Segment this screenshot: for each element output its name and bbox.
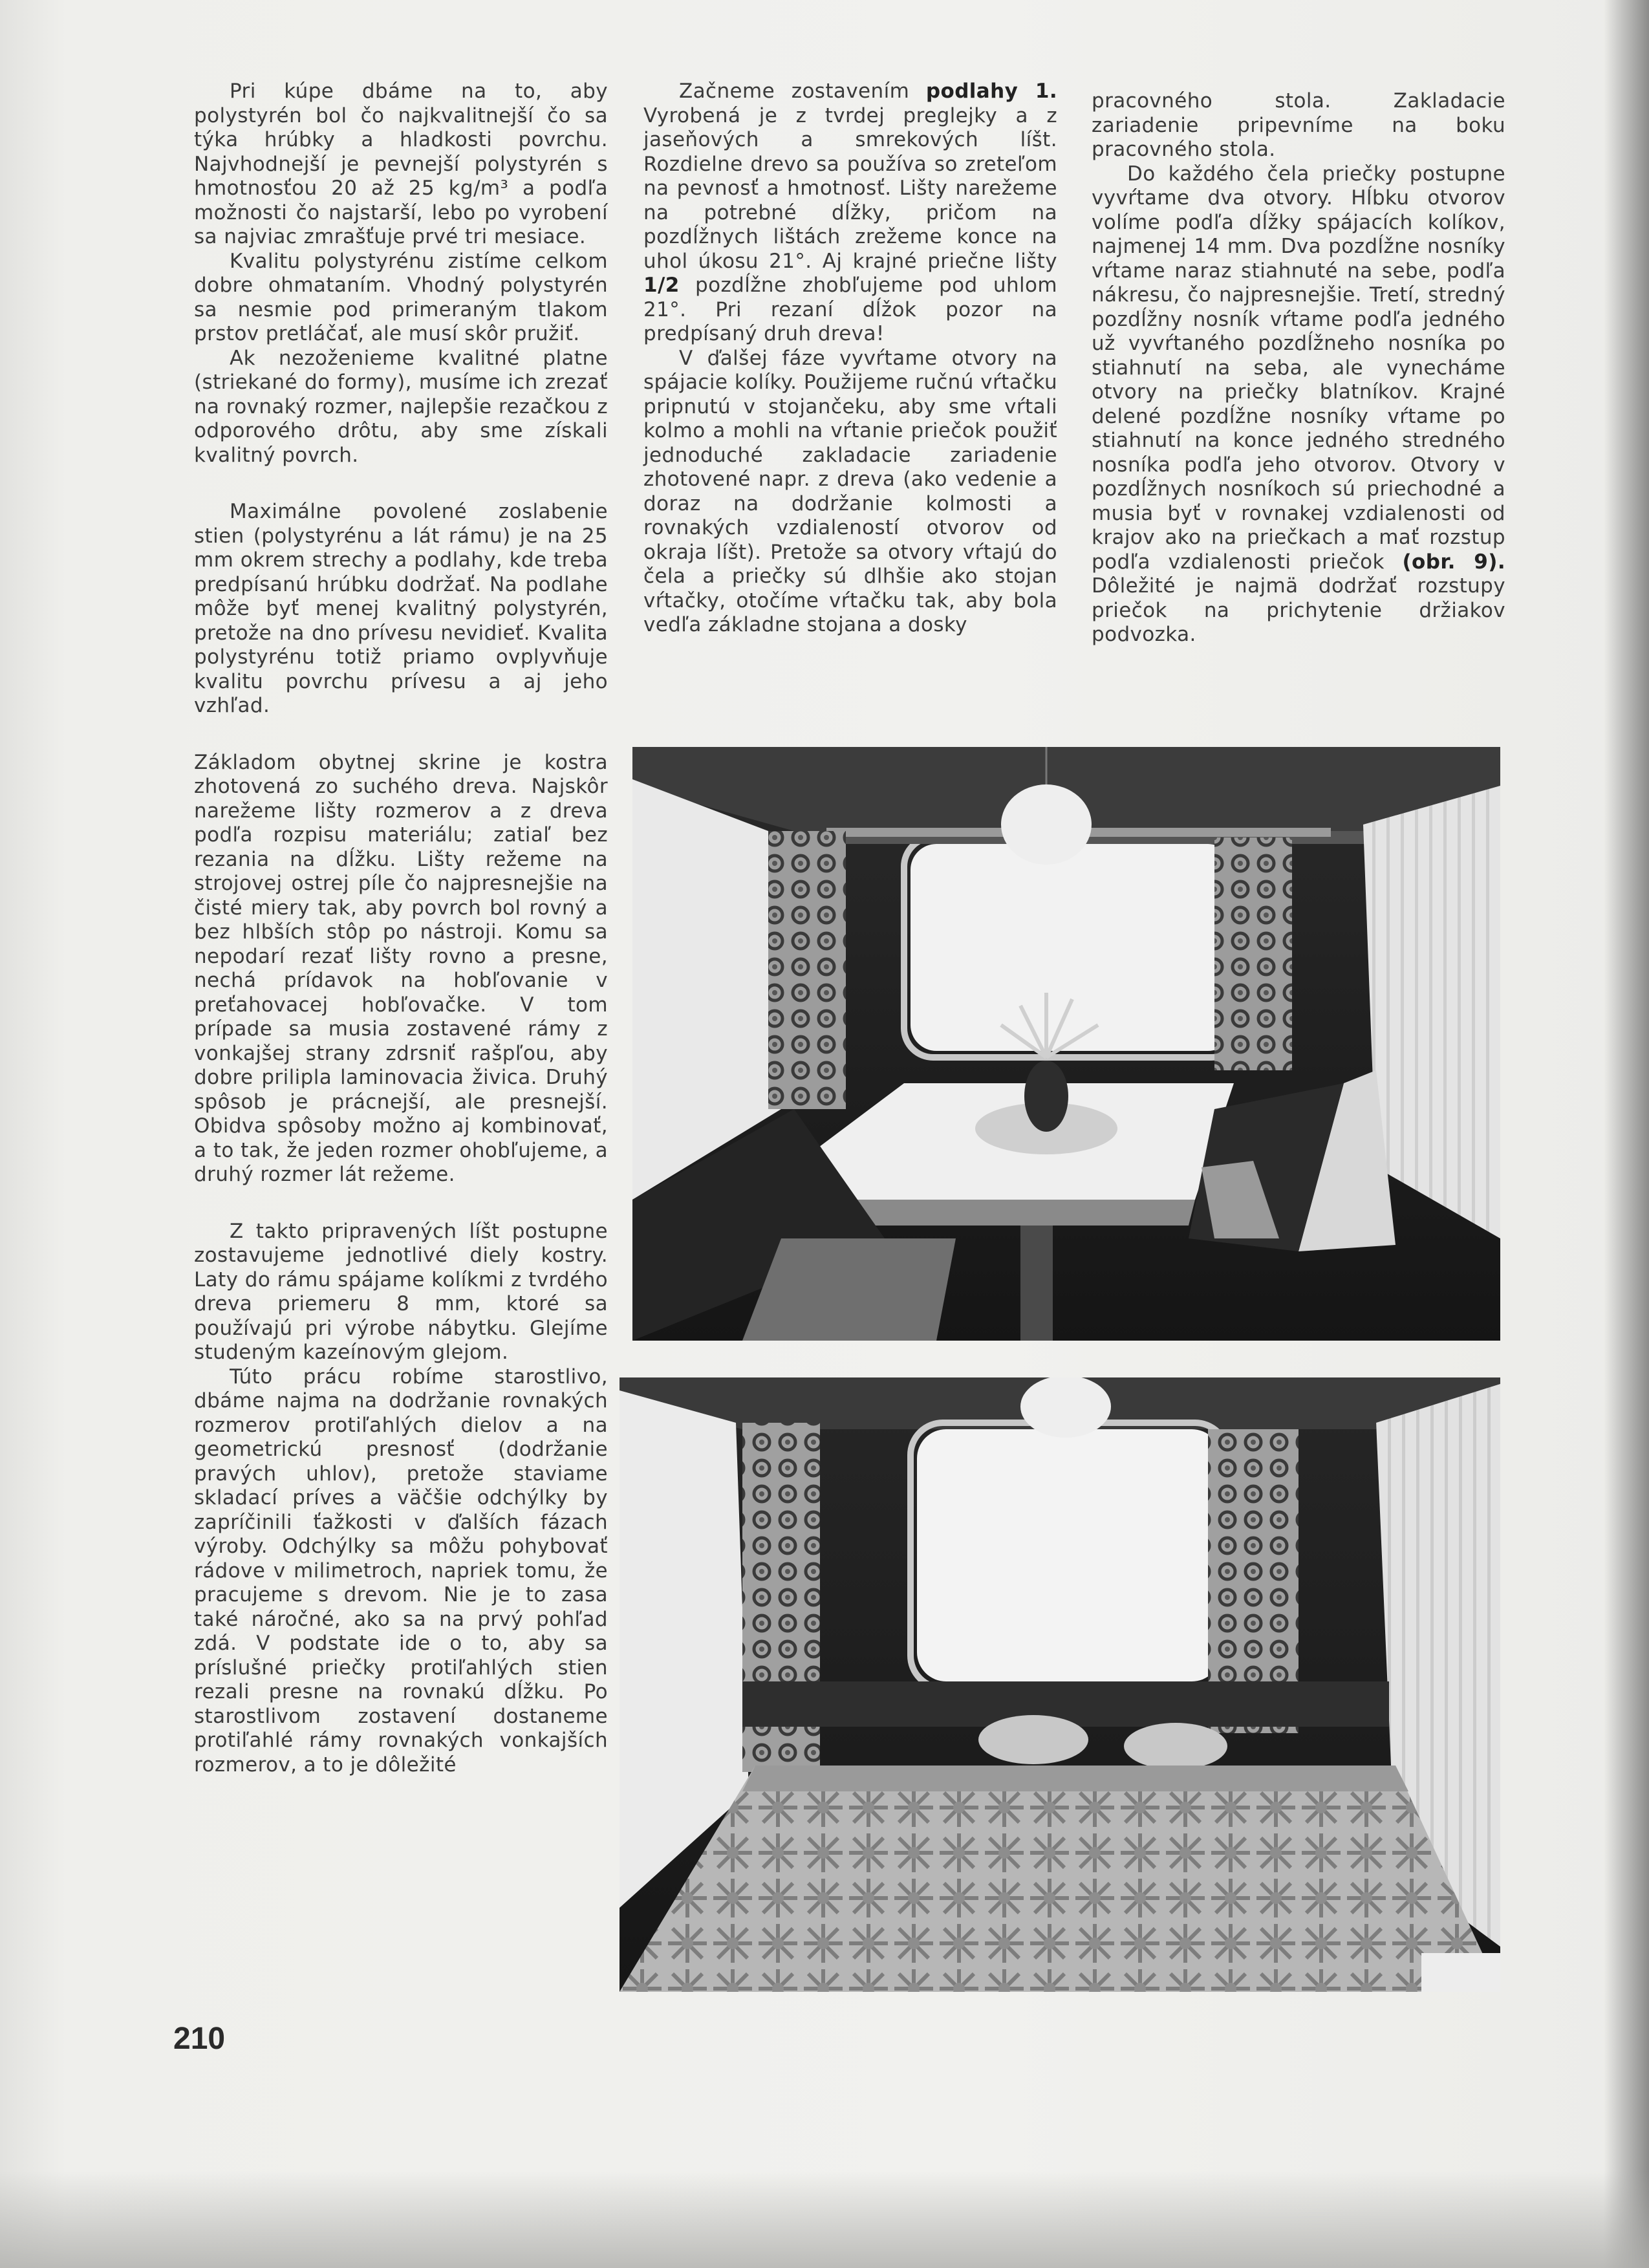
paragraph: Maximálne povolené zoslabenie stien (polystyrénu a lát rámu) je na 25 mm okrem strechy a podlahy, kde treba predpísanú hrúbku dodržať. Na podlahe môže byť menej kvalitný polystyrén, pretože na dno prívesu nevidieť. Kvalita polystyrénu totiž priamo ovplyvňuje kvalitu povrchu prívesu a aj jeho vzhľad. — [194, 500, 608, 717]
scan-shadow — [0, 2171, 1649, 2268]
paragraph: Túto prácu robíme starostlivo, dbáme najma na dodržanie rovnakých rozmerov protiľahlých dielov a na geometrickú presnosť (dodržanie pravých uhlov), pretože staviame skladací príves a väčšie odchýlky by zapríčinili ťažkosti v ďalších fázach výroby. Odchýlky sa môžu pohybovať rádove v milimetroch, napriek tomu, že pracujeme s drevom. Nie je to zasa také náročné, ako sa na prvý pohľad zdá. V podstate ide o to, aby sa príslušné priečky protiľahlých stien rezali presne na rovnakú dĺžku. Po starostlivom zostavení dostaneme protiľahlé rámy rovnakých vonkajších rozmerov, a to je dôležité — [194, 1365, 608, 1777]
text-column-3 — [1092, 89, 1505, 647]
text-run: Vyrobená je z tvrdej preglejky a z jaseňových a smrekových líšt. Rozdielne drevo sa používa so zreteľom na pevnosť a hmotnosť. Lišty narežeme na potrebné dĺžky, pričom na pozdĺžnych lištách zrežeme konce na uhol úkosu 21°. Aj krajné priečne lišty — [643, 103, 1057, 273]
paragraph: pracovného stola. Zakladacie zariadenie pripevníme na boku pracovného stola. — [1092, 89, 1505, 161]
binding-shadow — [1604, 0, 1649, 2268]
text-run: Do každého čela priečky postupne vyvŕtame dva otvory. Hĺbku otvorov volíme podľa dĺžky spájacích kolíkov, najmenej 14 mm. Dva pozdĺžne nosníky vŕtame naraz stiahnuté na sebe, podľa nákresu, čo najpresnejšie. Tretí, stredný pozdĺžny nosník vŕtame podľa jedného už vyvŕtaného pozdĺžneho nosníka po stiahnutí na seba, ale vynecháme otvory na priečky blatníkov. Krajné delené pozdĺžne nosníky vŕtame po stiahnutí na konce jedného stredného nosníka podľa jeho otvorov. Otvory v pozdĺžnych nosníkoch sú priechodné a musia byť v rovnakej vzdialenosti od krajov ako na priečkach a mať rozstup podľa vzdialenosti priečok — [1092, 162, 1505, 574]
paragraph: Pri kúpe dbáme na to, aby polystyrén bol čo najkvalitnejší čo sa týka hrúbky a hladkosti povrchu. Najvhodnejší je pevnejší polystyrén s hmotnosťou 20 až 25 kg/m³ a podľa možnosti čo najstarší, lebo po vyrobení sa najviac zmrašťuje prvé tri mesiace. — [194, 80, 608, 248]
paragraph: V ďalšej fáze vyvŕtame otvory na spájacie kolíky. Použijeme ručnú vŕtačku pripnutú v stojančeku, aby sme vŕtali kolmo a mohli na vŕtanie priečok použiť jednoduché zakladacie zariadenie zhotovené napr. z dreva (ako vedenie a doraz na dodržanie kolmosti a rovnakých vzdialeností otvorov od okraja líšt). Pretože sa otvory vŕtajú do čela a priečky sú dlhšie ako stojan vŕtačky, otočíme vŕtačku tak, aby bola vedľa základne stojana a dosky — [643, 346, 1057, 636]
photo-icon — [620, 1377, 1500, 1992]
paragraph: Základom obytnej skrine je kostra zhotovená zo suchého dreva. Najskôr narežeme lišty rozmerov a z dreva podľa rozpisu materiálu; zatiaľ bez rezania na dĺžku. Lišty režeme na strojovej ostrej píle čo najpresnejšie na čisté miery tak, aby povrch bol rovný a bez hlbších stôp po nástroji. Komu sa nepodarí rezať lišty rovno a presne, nechá prídavok na hobľovanie v preťahovacej hobľovačke. V tom prípade sa musia zostavené rámy z vonkajšej strany zdrsniť rašpľou, aby dobre prilipla laminovacia živica. Druhý spôsob je prácnejší, ale presnejší. Obidva spôsoby možno aj kombinovať, a to tak, že jeden rozmer ohobľujeme, a druhý rozmer lát režeme. — [194, 750, 608, 1186]
text-column-1 — [194, 80, 608, 1777]
caravan-interior-bed-photo — [620, 1377, 1500, 1992]
text-run: pozdĺžne zhobľujeme pod uhlom 21°. Pri rezaní dĺžok pozor na predpísaný druh dreva! — [643, 274, 1057, 345]
paragraph — [643, 80, 1057, 347]
caravan-interior-dining-photo — [632, 747, 1500, 1341]
text-column-2 — [643, 80, 1057, 638]
text-run: Začneme zostavením — [679, 80, 926, 103]
bold-term: podlahy 1. — [925, 80, 1057, 103]
figure-reference: (obr. 9). — [1402, 550, 1505, 574]
page-number: 210 — [173, 2022, 226, 2056]
paragraph — [1092, 162, 1505, 647]
text-run: Dôležité je najmä dodržať rozstupy priečok na prichytenie držiakov podvozka. — [1092, 574, 1505, 646]
photo-icon — [632, 747, 1500, 1341]
paragraph: Kvalitu polystyrénu zistíme celkom dobre ohmataním. Vhodný polystyrén sa nesmie pod primeraným tlakom prstov pretláčať, ale musí skôr pružiť. — [194, 249, 608, 345]
paragraph: Ak nezoženieme kvalitné platne (striekané do formy), musíme ich zrezať na rovnaký rozmer, najlepšie rezačkou z odporového drôtu, aby sme získali kvalitný povrch. — [194, 346, 608, 467]
paragraph: Z takto pripravených líšt postupne zostavujeme jednotlivé diely kostry. Laty do rámu spájame kolíkmi z tvrdého dreva priemeru 8 mm, ktoré sa používajú pri výrobe nábytku. Glejíme studeným kazeínovým glejom. — [194, 1219, 608, 1364]
bold-term: 1/2 — [643, 274, 680, 297]
